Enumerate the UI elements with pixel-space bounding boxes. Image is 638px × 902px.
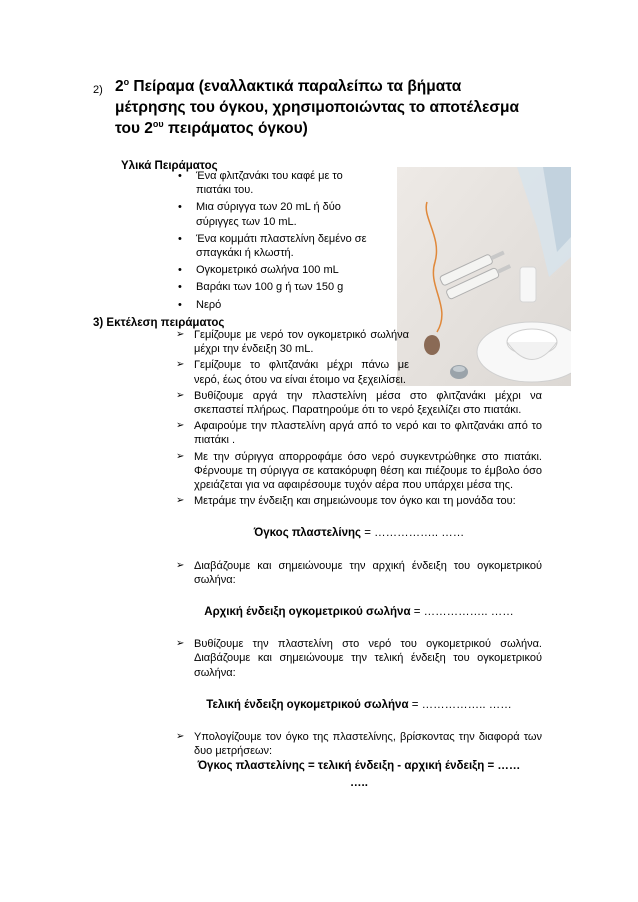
arrow-bullet-icon: ➢ xyxy=(176,359,185,371)
list-item: ➢ Βυθίζουμε την πλαστελίνη στο νερό του ογκομετρικού σωλήνα. Διαβάζουμε και σημειώνουμε την τελική ένδειξη του ογκομετρικού σωλήνα: xyxy=(176,638,542,679)
section-title: $2^o$ Πείραμα (εναλλακτικά παραλείπω τα βήματα μέτρησης του όγκου, χρησιμοποιώντας το αποτέλεσμα του $2^{o\upsilon}$ πειράματος όγκου) xyxy=(115,76,519,137)
list-item: • Ένα φλιτζανάκι του καφέ με το πιατάκι του. xyxy=(178,169,378,197)
list-item: • Μια σύριγγα των 20 mL ή δύο σύριγγες των 10 mL. xyxy=(178,200,378,228)
final-formula: Όγκος πλαστελίνης = τελική ένδειξη - αρχική ένδειξη = …… ….. xyxy=(197,760,521,790)
list-item: ➢ Γεμίζουμε με νερό τον ογκομετρικό σωλήνα μέχρι την ένδειξη 30 mL. xyxy=(176,329,409,356)
arrow-bullet-icon: ➢ xyxy=(176,420,185,432)
arrow-bullet-icon: ➢ xyxy=(176,389,185,401)
list-item: ➢ Βυθίζουμε αργά την πλαστελίνη μέσα στο φλιτζανάκι μέχρι να σκεπαστεί πλήρως. Παρατηρούμε ότι το νερό ξεχειλίζει στο πιατάκι. xyxy=(176,389,542,417)
list-item: ➢ Γεμίζουμε το φλιτζανάκι μέχρι πάνω με νερό, έως ότου να είναι έτοιμο να ξεχειλίσει. xyxy=(176,359,409,386)
list-item: ➢ Αφαιρούμε την πλαστελίνη αργά από το νερό και το φλιτζανάκι από το πιατάκι . xyxy=(176,420,542,447)
arrow-bullet-icon: ➢ xyxy=(176,450,185,462)
materials-title: Υλικά Πειράματος xyxy=(121,160,218,172)
arrow-bullet-icon: ➢ xyxy=(176,638,185,650)
fill-in-final: Τελική ένδειξη ογκομετρικού σωλήνα = …………….. …… xyxy=(206,698,512,711)
procedure-steps xyxy=(176,326,542,792)
list-item: ➢ Με την σύριγγα απορροφάμε όσο νερό συγκεντρώθηκε στο πιατάκι. Φέρνουμε τη σύριγγα σε κατακόρυφη θέση και πιέζουμε το έμβολο όσο χρειάζεται για να αφαιρέσουμε τυχόν αέρα που υπάρχει μέσα της. xyxy=(176,450,542,492)
list-item: ➢ Διαβάζουμε και σημειώνουμε την αρχική ένδειξη του ογκομετρικού σωλήνα: xyxy=(176,559,542,586)
list-item: • Βαράκι των 100 g ή των 150 g xyxy=(178,280,378,294)
list-item: • Νερό xyxy=(178,298,378,312)
list-item: ➢ Μετράμε την ένδειξη και σημειώνουμε τον όγκο και τη μονάδα του: xyxy=(176,495,516,508)
fill-in-initial: Αρχική ένδειξη ογκομετρικού σωλήνα = …………….. …… xyxy=(204,606,514,619)
arrow-bullet-icon: ➢ xyxy=(176,731,185,743)
list-item: • Ένα κομμάτι πλαστελίνη δεμένο σε σπαγκάκι ή κλωστή. xyxy=(178,232,378,260)
list-item: • Ογκομετρικό σωλήνα 100 mL xyxy=(178,263,378,277)
arrow-bullet-icon: ➢ xyxy=(176,495,185,507)
arrow-bullet-icon: ➢ xyxy=(176,329,185,340)
arrow-bullet-icon: ➢ xyxy=(176,559,185,571)
section-number: 2) xyxy=(93,84,103,96)
list-item: ➢ Υπολογίζουμε τον όγκο της πλαστελίνης, βρίσκοντας την διαφορά των δυο μετρήσεων: xyxy=(176,731,542,758)
section-3-title: 3) Εκτέλεση πειράματος xyxy=(93,317,225,329)
materials-list xyxy=(178,166,378,312)
section-2-heading xyxy=(93,76,533,139)
fill-in-volume: Όγκος πλαστελίνης = …………….. …… xyxy=(253,527,465,540)
